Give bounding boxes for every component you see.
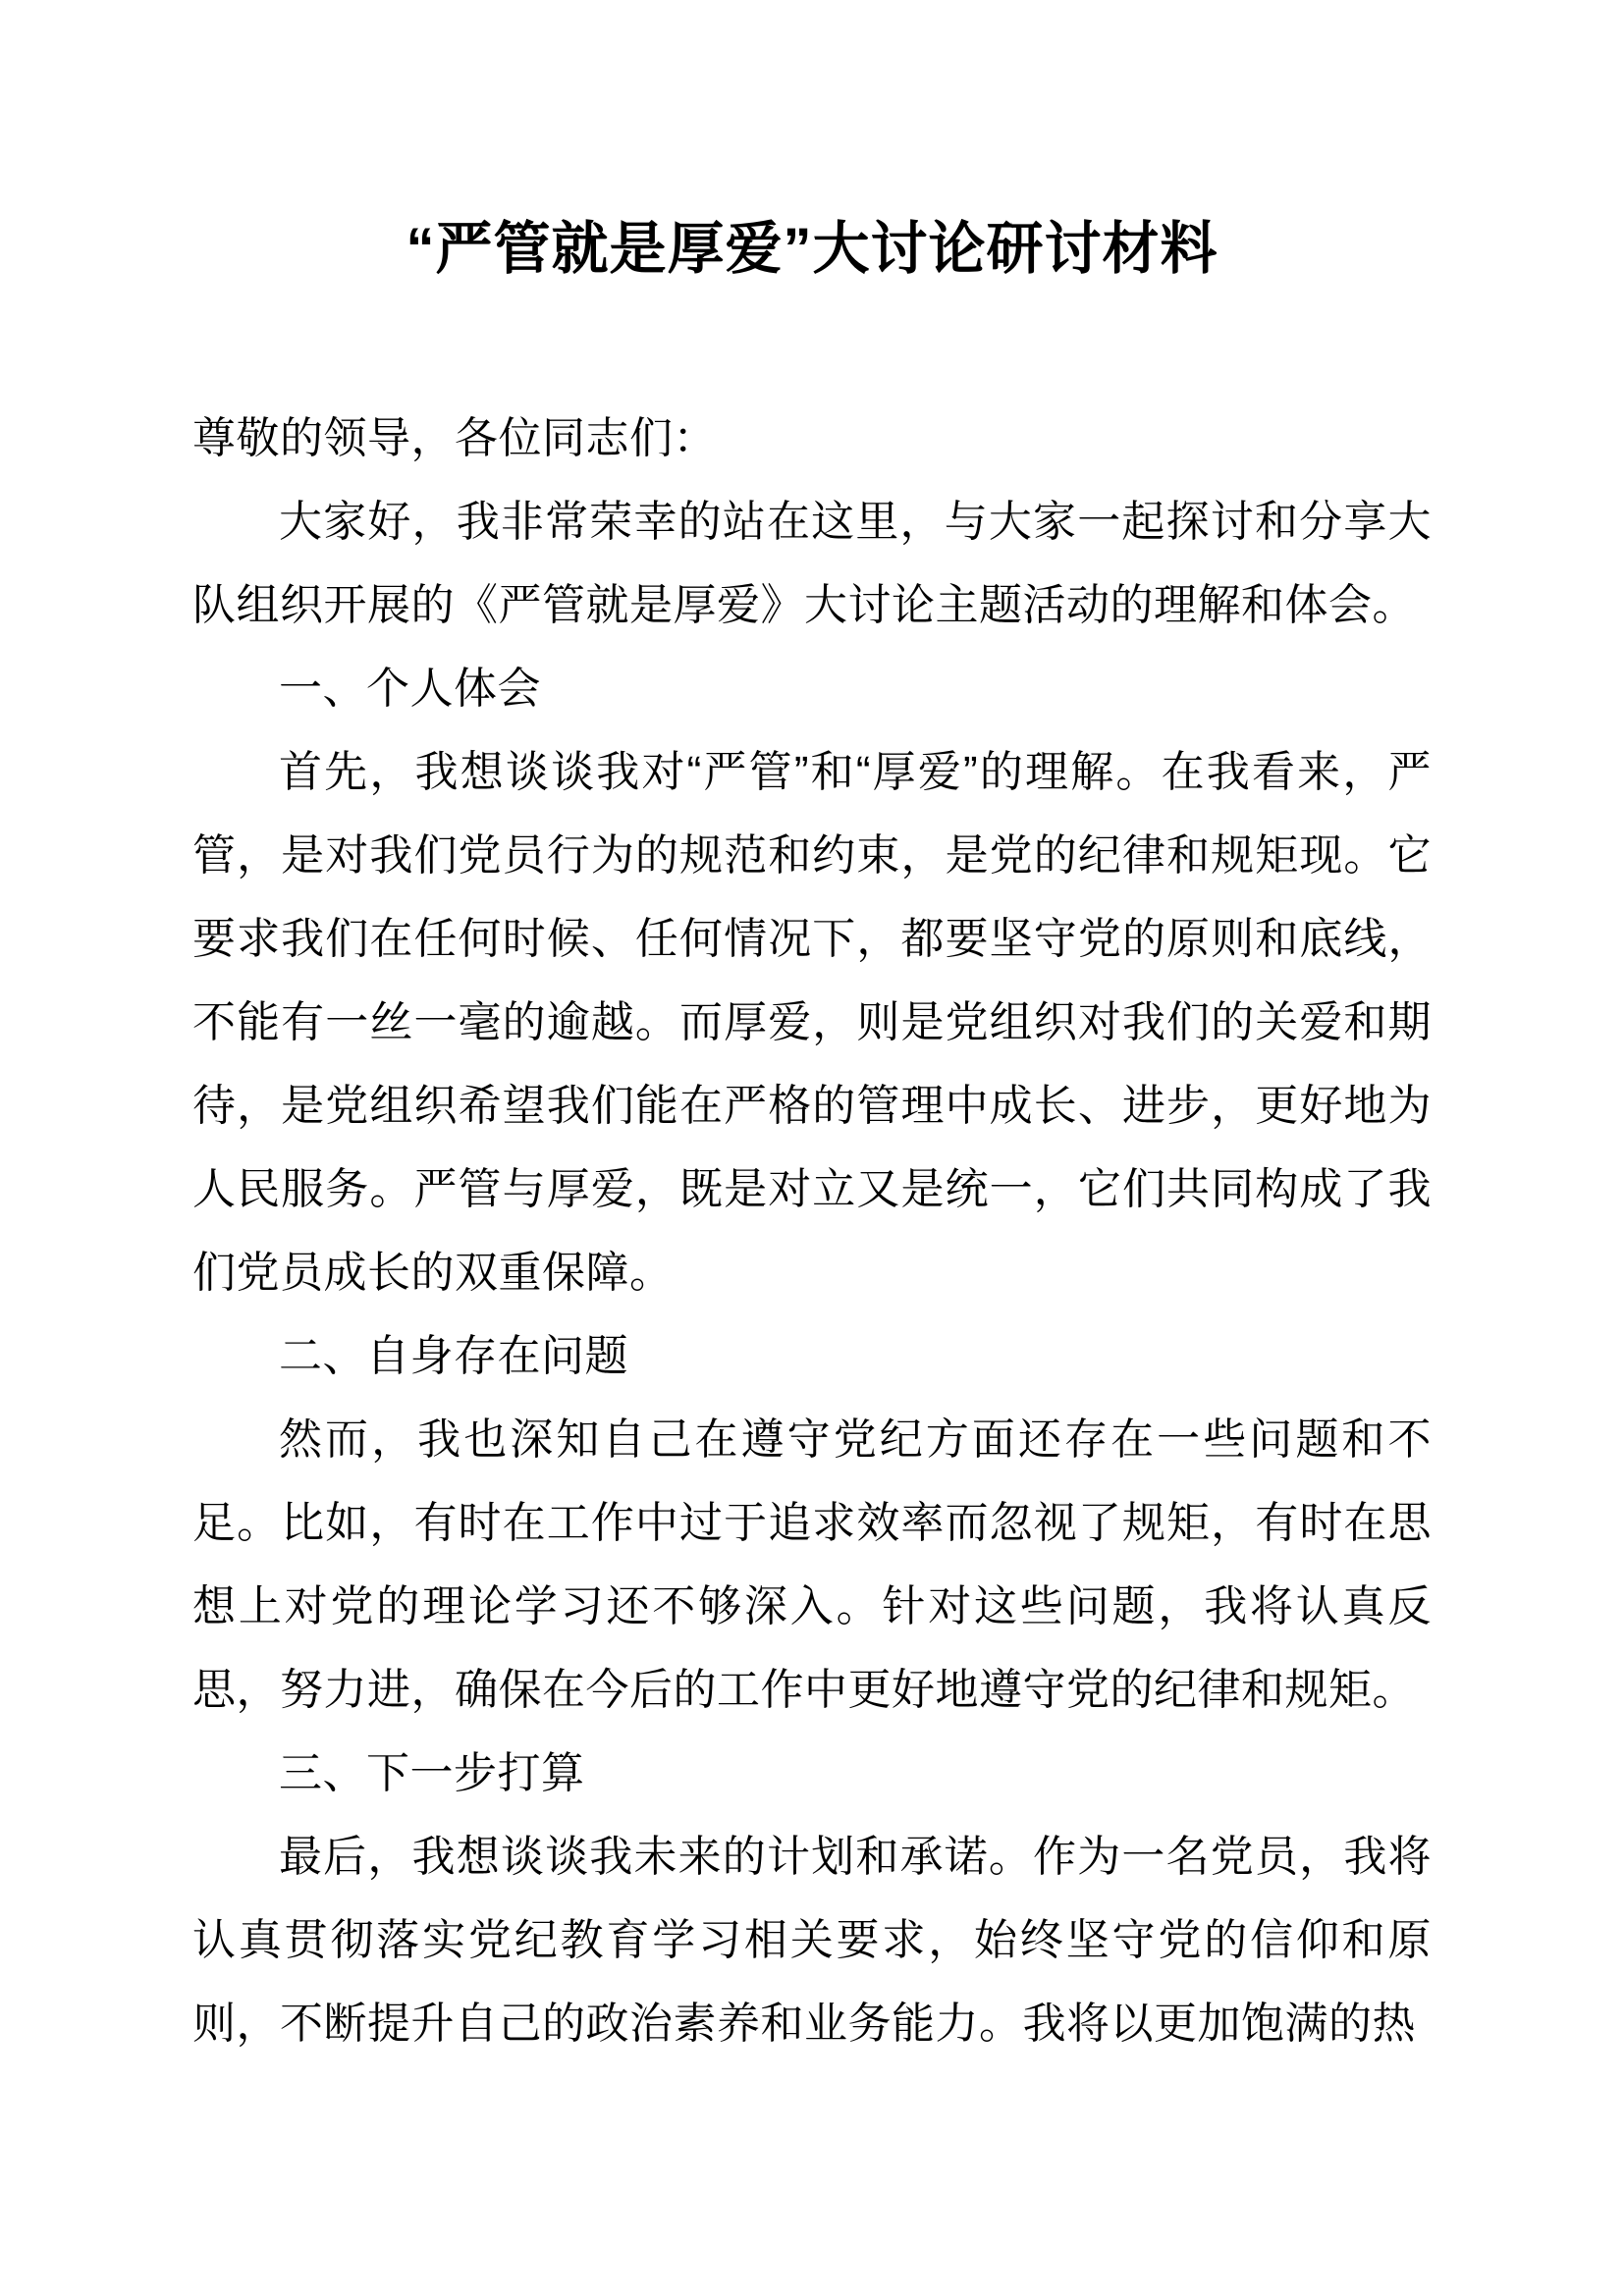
paragraph-section-3: 最后，我想谈谈我未来的计划和承诺。作为一名党员，我将认真贯彻落实党纪教育学习相关要求，始终坚守党的信仰和原则，不断提升自己的政治素养和业务能力。我将以更加饱满的热	[192, 1833, 1432, 2048]
document-body	[192, 397, 1432, 2065]
section-heading-1: 一、个人体会	[279, 665, 541, 713]
section-heading-3: 三、下一步打算	[279, 1749, 585, 1797]
paragraph-intro: 大家好，我非常荣幸的站在这里，与大家一起探讨和分享大队组织开展的《严管就是厚爱》大讨论主题活动的理解和体会。	[192, 498, 1432, 629]
paragraph-section-2: 然而，我也深知自己在遵守党纪方面还存在一些问题和不足。比如，有时在工作中过于追求效率而忽视了规矩，有时在思想上对党的理论学习还不够深入。针对这些问题，我将认真反思，努力进，确保在今后的工作中更好地遵守党的纪律和规矩。	[192, 1415, 1432, 1714]
section-heading-2: 二、自身存在问题	[279, 1332, 628, 1380]
salutation: 尊敬的领导，各位同志们：	[192, 414, 717, 462]
document-title: “严管就是厚爱”大讨论研讨材料	[406, 217, 1218, 281]
paragraph-section-1: 首先，我想谈谈我对“严管”和“厚爱”的理解。在我看来，严管，是对我们党员行为的规范和约束，是党的纪律和规矩现。它要求我们在任何时候、任何情况下，都要坚守党的原则和底线，不能有一丝一毫的逾越。而厚爱，则是党组织对我们的关爱和期待，是党组织希望我们能在严格的管理中成长、进步，更好地为人民服务。严管与厚爱，既是对立又是统一，它们共同构成了我们党员成长的双重保障。	[192, 748, 1432, 1297]
